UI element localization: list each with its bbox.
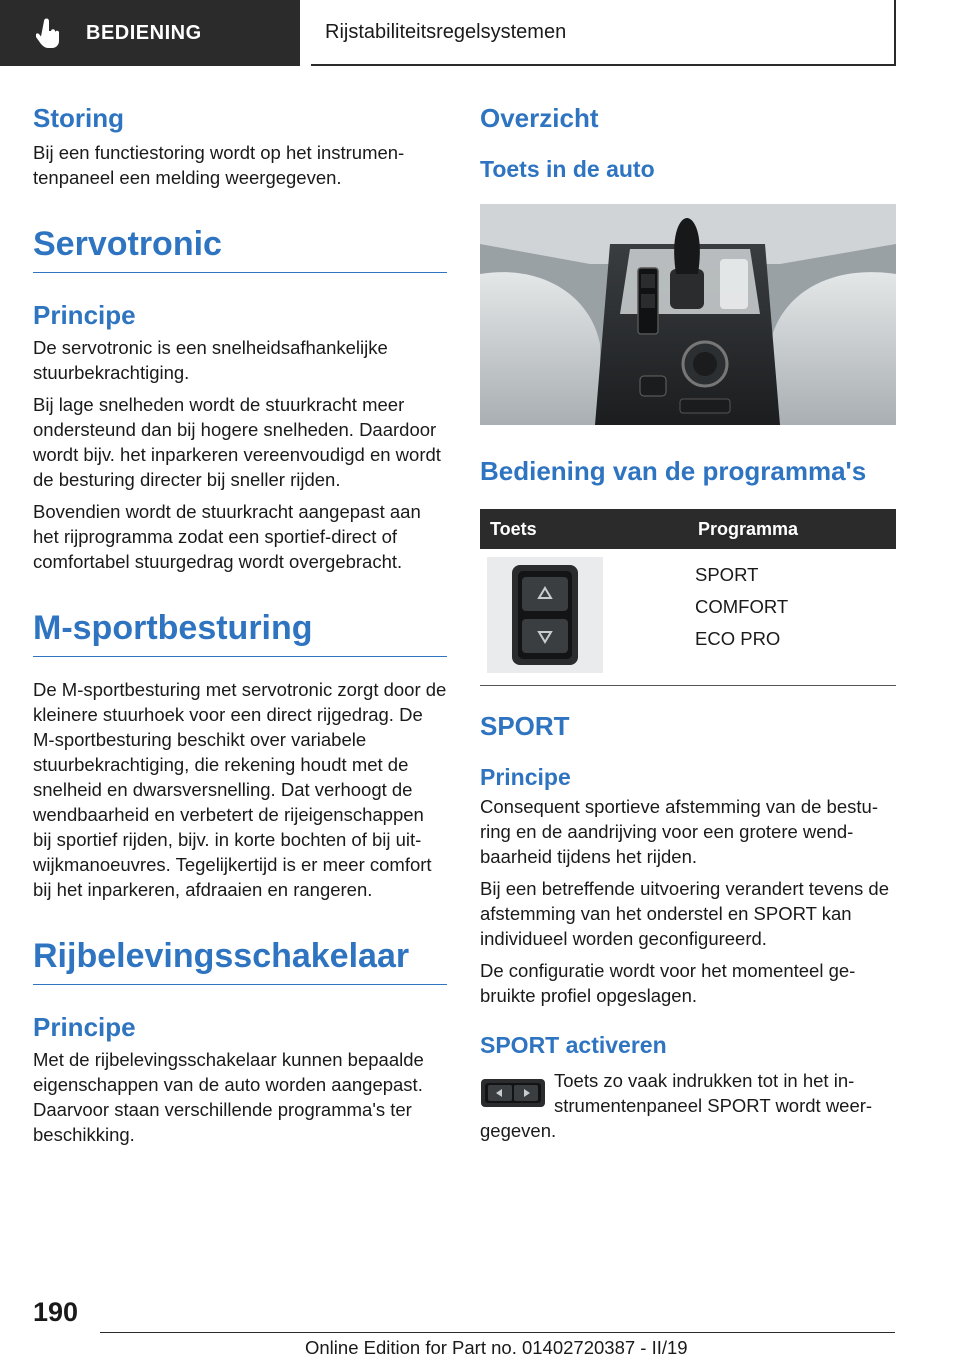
text-sport-3: De configuratie wordt voor het momenteel ge-bruikte profiel opgeslagen. — [480, 960, 856, 1006]
heading-bediening-programmas: Bediening van de programma's — [480, 456, 867, 486]
text-storing: Bij een functiestoring wordt op het instrumen-tenpaneel een melding weergegeven. — [33, 142, 405, 188]
sport-activate-block — [480, 1068, 896, 1143]
center-console-photo — [480, 204, 896, 425]
heading-rijbeleving-principe: Principe — [33, 1012, 136, 1042]
heading-toets-in-de-auto: Toets in de auto — [480, 156, 655, 182]
table-cell-toets — [480, 549, 688, 686]
hand-pointer-icon — [36, 13, 80, 53]
program-sport: SPORT — [695, 564, 759, 585]
program-eco-pro: ECO PRO — [695, 628, 781, 649]
heading-storing: Storing — [33, 103, 124, 133]
text-sport-activeren: Toets zo vaak indrukken tot in het in-strumentenpaneel SPORT wordt weer-gegeven. — [480, 1070, 873, 1141]
text-servotronic-1: De servotronic is een snelheidsafhankelijke stuurbekrachtiging. — [33, 337, 388, 383]
switch-icon — [480, 1076, 546, 1114]
text-servotronic-3: Bovendien wordt de stuurkracht aangepast aan het rijprogramma zodat een sportief-direct of comfortabel stuurgedrag wordt overgebracht. — [33, 501, 421, 572]
heading-sport: SPORT — [480, 711, 570, 741]
heading-msport: M-sportbesturing — [33, 606, 447, 657]
heading-sport-activeren: SPORT activeren — [480, 1032, 667, 1058]
text-rijbeleving: Met de rijbelevingsschakelaar kunnen bepaalde eigenschappen van de auto worden aangepast. Daarvoor staan verschillende programma's ter beschikking. — [33, 1049, 424, 1145]
left-column — [33, 100, 447, 1147]
header-section-label: BEDIENING — [86, 21, 202, 44]
driving-experience-switch-image — [487, 557, 603, 673]
heading-rijbeleving: Rijbelevingsschakelaar — [33, 934, 447, 985]
table-header-toets: Toets — [480, 509, 688, 549]
text-servotronic-2: Bij lage snelheden wordt de stuurkracht meer ondersteund dan bij hogere snelheden. Daardoor wordt bijv. het inparkeren vereenvoudigd en wordt de besturing directer bij sneller rijden. — [33, 394, 441, 490]
right-column — [480, 100, 896, 1143]
footer-divider — [100, 1332, 895, 1333]
edition-info: Online Edition for Part no. 01402720387 - II/19 — [305, 1337, 688, 1358]
page-number: 190 — [33, 1297, 79, 1327]
header-section-tab — [0, 0, 300, 66]
header-title-box — [311, 0, 896, 66]
text-sport-1: Consequent sportieve afstemming van de bestu-ring en de aandrijving voor een grotere wend-baarheid tijdens het rijden. — [480, 796, 878, 867]
heading-sport-principe: Principe — [480, 764, 571, 790]
table-row — [480, 549, 896, 686]
heading-overzicht: Overzicht — [480, 103, 599, 133]
program-comfort: COMFORT — [695, 596, 789, 617]
table-cell-programma — [688, 549, 896, 686]
text-msport: De M-sportbesturing met servotronic zorgt door de kleinere stuurhoek voor een direct rijgedrag. De M-sportbesturing beschikt over variabele stuurbekrachtiging, die rekening houdt met de snelheid en dwarsversnelling. Dat verhoogt de wendbaarheid en verbetert de rijeigenschappen bij sportief rijden, bijv. in korte bochten of bij uit-wijkmanoeuvres. Tegelijkertijd is er meer comfort bij het inparkeren, afdraaien en rangeren. — [33, 679, 447, 900]
text-sport-2: Bij een betreffende uitvoering verandert tevens de afstemming van het onderstel en SPORT kan individueel worden geconfigureerd. — [480, 878, 889, 949]
heading-servotronic-principe: Principe — [33, 300, 136, 330]
header-title: Rijstabiliteitsregelsystemen — [325, 20, 567, 43]
program-table — [480, 509, 896, 686]
table-header-programma: Programma — [688, 509, 896, 549]
heading-servotronic: Servotronic — [33, 222, 447, 273]
